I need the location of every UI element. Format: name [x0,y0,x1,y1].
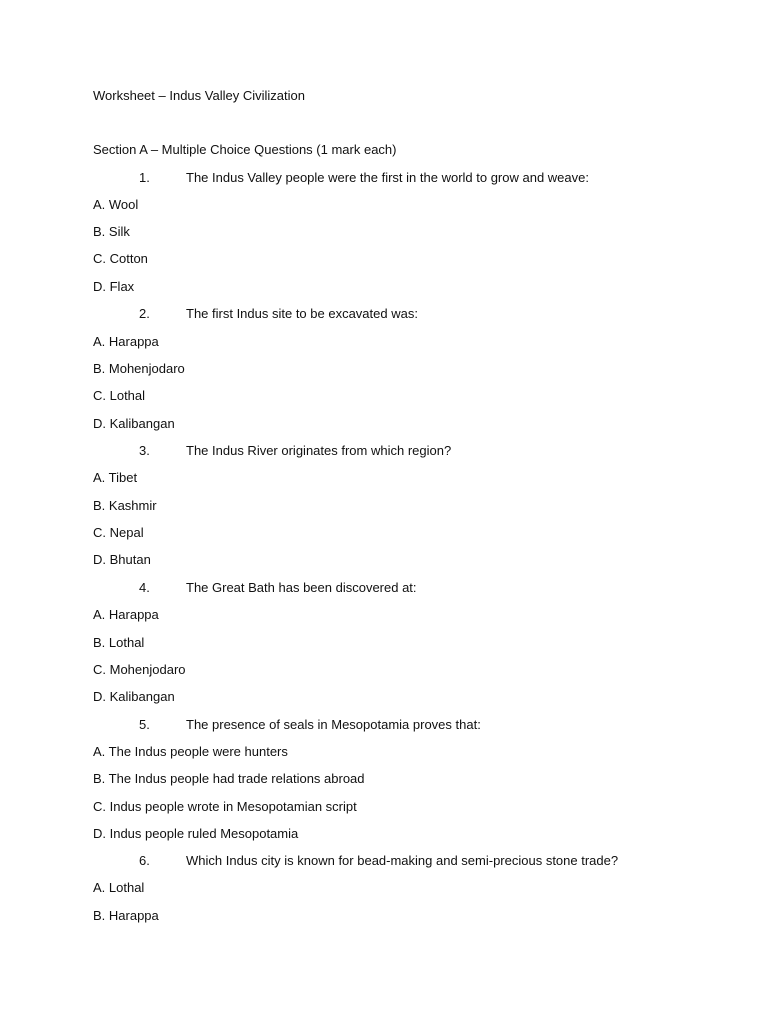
question-text: The presence of seals in Mesopotamia proves that: [186,717,481,732]
option: C. Indus people wrote in Mesopotamian script [93,799,357,814]
option: B. Kashmir [93,498,157,513]
option: B. Mohenjodaro [93,361,185,376]
option: B. Silk [93,224,130,239]
question-number: 4. [139,580,150,595]
option: A. Harappa [93,607,159,622]
question-text: The Great Bath has been discovered at: [186,580,417,595]
option: D. Kalibangan [93,689,175,704]
section-heading: Section A – Multiple Choice Questions (1 mark each) [93,142,397,157]
question-number: 5. [139,717,150,732]
option: A. Harappa [93,334,159,349]
question-number: 6. [139,853,150,868]
question-number: 1. [139,170,150,185]
option: A. Tibet [93,470,138,485]
question-text: Which Indus city is known for bead-making and semi-precious stone trade? [186,853,619,868]
option: B. The Indus people had trade relations abroad [93,771,365,786]
question-number: 3. [139,443,150,458]
worksheet-title: Worksheet – Indus Valley Civilization [93,88,305,103]
option: D. Kalibangan [93,416,175,431]
option: A. Lothal [93,880,145,895]
option: D. Flax [93,279,135,294]
option: D. Bhutan [93,552,151,567]
question-text: The Indus Valley people were the first in the world to grow and weave: [186,170,589,185]
question-number: 2. [139,306,150,321]
option: A. Wool [93,197,139,212]
option: B. Harappa [93,908,159,923]
option: C. Nepal [93,525,144,540]
option: A. The Indus people were hunters [93,744,288,759]
option: C. Cotton [93,251,148,266]
option: D. Indus people ruled Mesopotamia [93,826,299,841]
question-text: The Indus River originates from which region? [186,443,452,458]
option: C. Lothal [93,388,146,403]
option: C. Mohenjodaro [93,662,186,677]
question-text: The first Indus site to be excavated was: [186,306,418,321]
option: B. Lothal [93,635,145,650]
